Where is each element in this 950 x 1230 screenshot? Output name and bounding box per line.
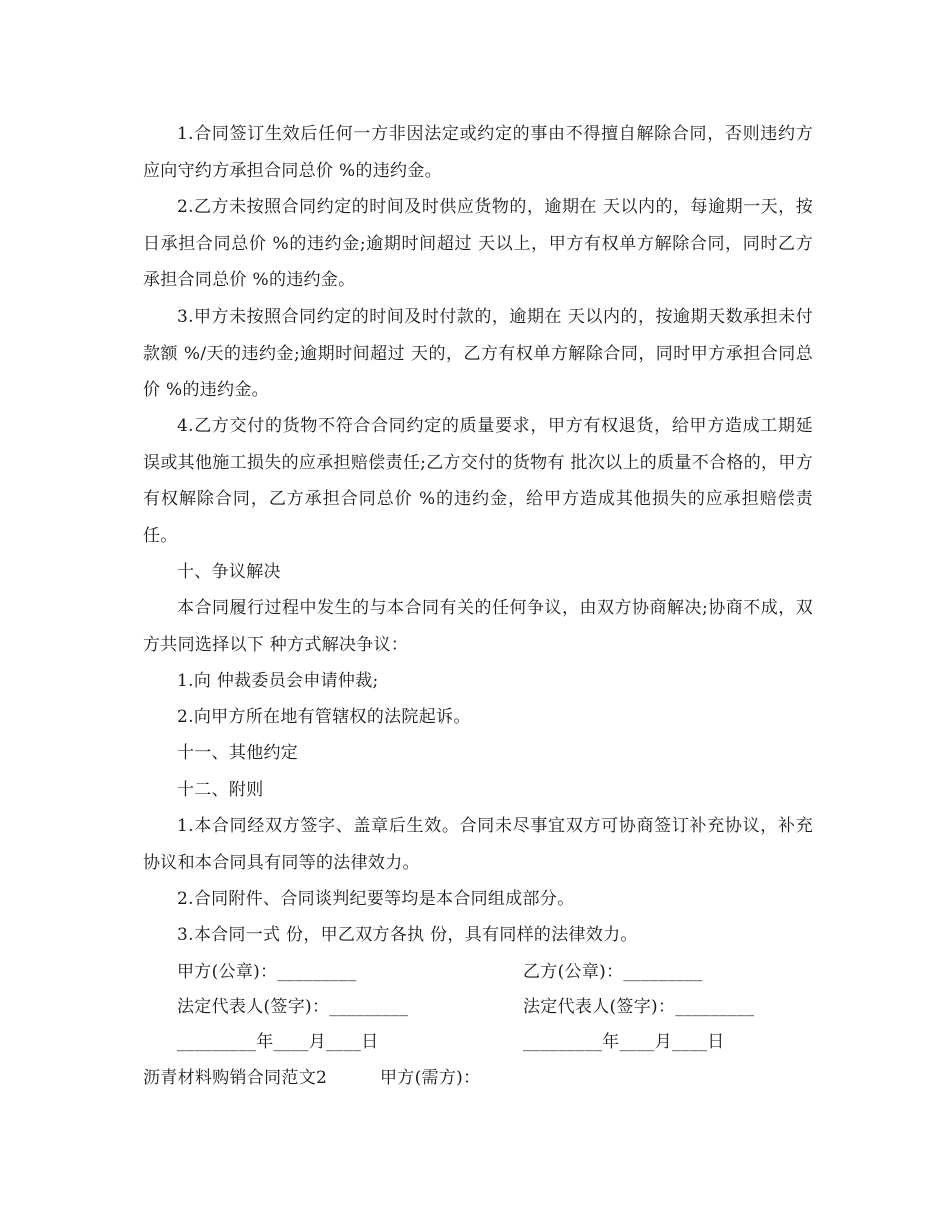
section-heading-appendix: 十二、附则	[177, 780, 264, 800]
next-document-title: 沥青材料购销合同范文2	[143, 1068, 328, 1088]
section-heading-other: 十一、其他约定	[177, 743, 299, 763]
party-b-seal-field: 乙方(公章)：_________	[523, 962, 703, 982]
clause-dispute-resolution: 本合同履行过程中发生的与本合同有关的任何争议，由双方协商解决;协商不成，双方共同选择以下 种方式解决争议：	[143, 598, 813, 655]
clause-breach-general: 1.合同签订生效后任何一方非因法定或约定的事由不得擅自解除合同，否则违约方应向守约方承担合同总价 %的违约金。	[143, 124, 813, 181]
clause-appendix-attachments: 2.合同附件、合同谈判纪要等均是本合同组成部分。	[177, 889, 575, 909]
clause-breach-payment-delay: 3.甲方未按照合同约定的时间及时付款的，逾期在 天以内的，按逾期天数承担未付款额 %/天的违约金;逾期时间超过 天的，乙方有权单方解除合同，同时甲方承担合同总价 %的违约金。	[143, 307, 813, 401]
section-heading-dispute: 十、争议解决	[177, 562, 281, 582]
party-a-seal-field: 甲方(公章)：_________	[177, 962, 357, 982]
dispute-option-arbitration: 1.向 仲裁委员会申请仲裁;	[177, 671, 379, 691]
clause-breach-supplier-delay: 2.乙方未按照合同约定的时间及时供应货物的，逾期在 天以内的，每逾期一天，按日承担合同总价 %的违约金;逾期时间超过 天以上，甲方有权单方解除合同，同时乙方承担合同总价 %的违约金。	[143, 197, 813, 291]
dispute-option-court: 2.向甲方所在地有管辖权的法院起诉。	[177, 707, 471, 727]
party-b-representative-field: 法定代表人(签字)：_________	[523, 997, 755, 1017]
party-a-date-field: _________年____月____日	[177, 1032, 379, 1052]
party-a-representative-field: 法定代表人(签字)：_________	[177, 997, 409, 1017]
party-b-date-field: _________年____月____日	[523, 1032, 725, 1052]
clause-breach-quality: 4.乙方交付的货物不符合合同约定的质量要求，甲方有权退货，给甲方造成工期延误或其他施工损失的应承担赔偿责任;乙方交付的货物有 批次以上的质量不合格的，甲方有权解除合同，乙方承担合同总价 %的违约金，给甲方造成其他损失的应承担赔偿责任。	[143, 416, 813, 546]
clause-appendix-effective: 1.本合同经双方签字、盖章后生效。合同未尽事宜双方可协商签订补充协议，补充协议和本合同具有同等的法律效力。	[143, 816, 813, 873]
clause-appendix-copies: 3.本合同一式 份，甲乙双方各执 份，具有同样的法律效力。	[177, 925, 638, 945]
next-document-party: 甲方(需方)：	[380, 1068, 481, 1088]
